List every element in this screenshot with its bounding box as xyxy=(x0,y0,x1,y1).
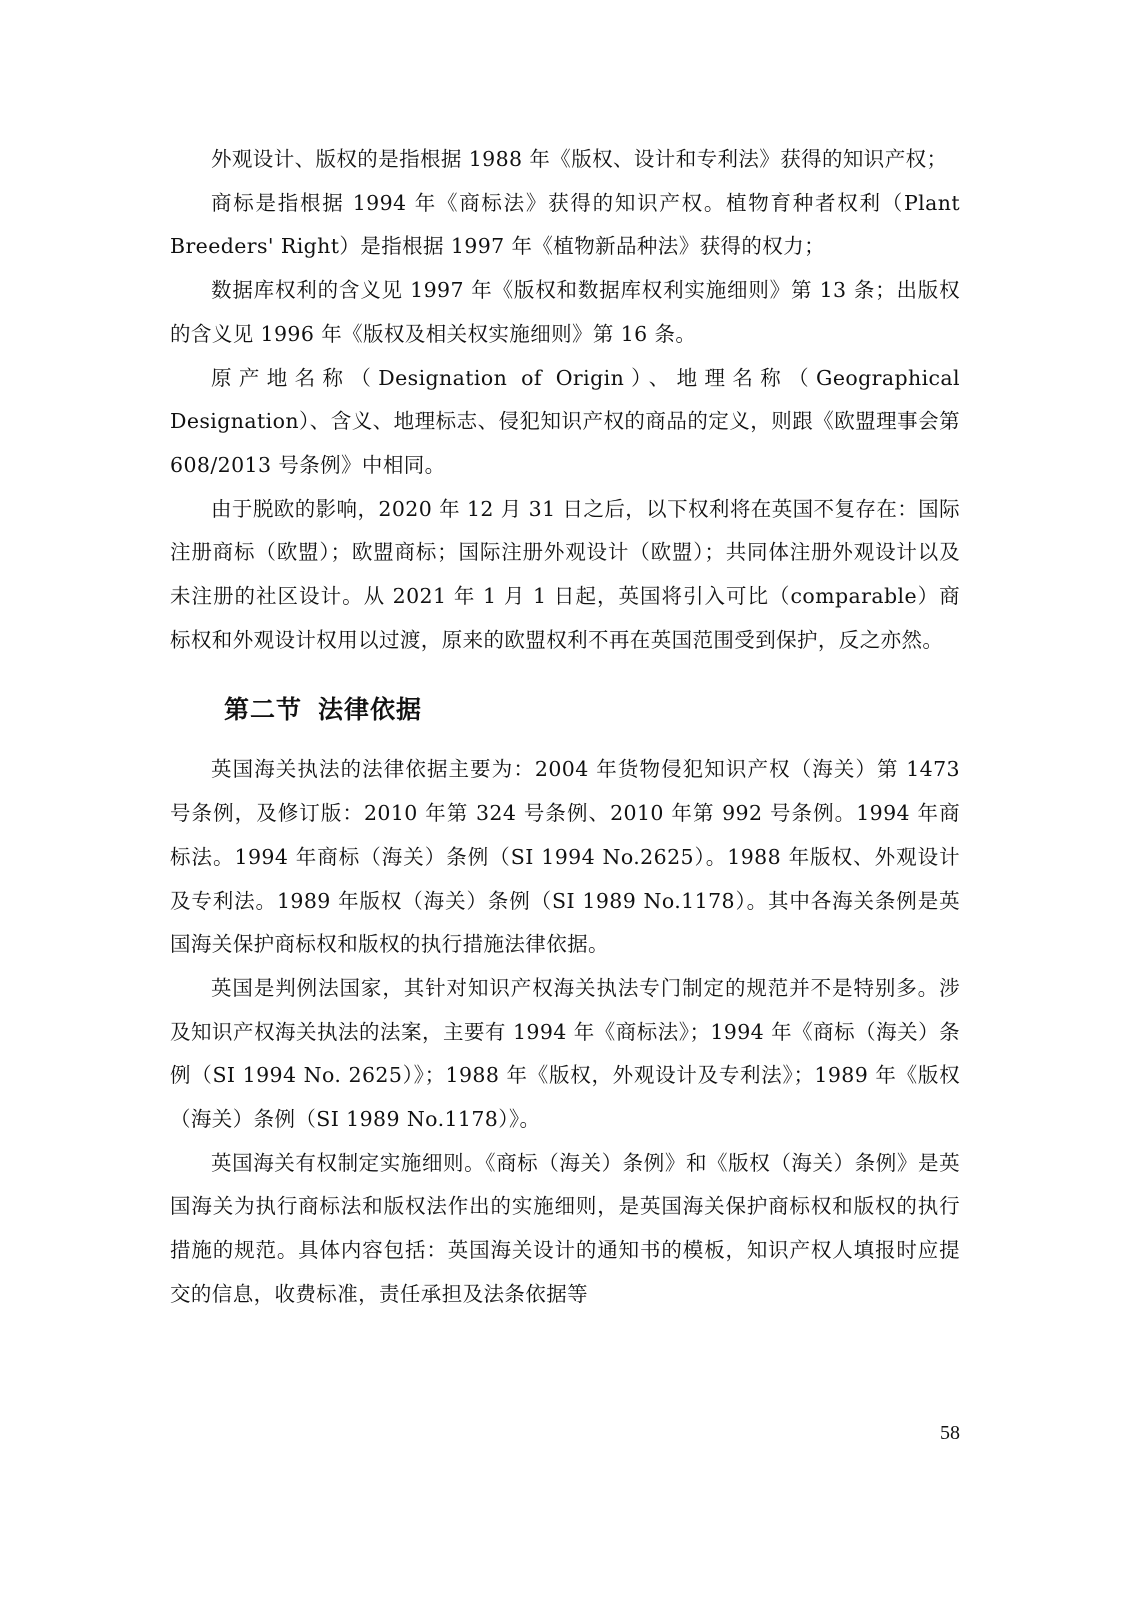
paragraph-design-copyright-definition: 外观设计、版权的是指根据 1988 年《版权、设计和专利法》获得的知识产权； xyxy=(211,147,948,171)
paragraph-implementation-rules: 英国海关有权制定实施细则。《商标（海关）条例》和《版权（海关）条例》是英国海关为执行商标法和版权法作出的实施细则，是英国海关保护商标权和版权的执行措施的规范。具体内容包括：英国海关设计的通知书的模板，知识产权人填报时应提交的信息，收费标准，责任承担及法条依据等 xyxy=(170,1150,960,1306)
paragraph-case-law: 英国是判例法国家，其针对知识产权海关执法专门制定的规范并不是特别多。涉及知识产权海关执法的法案，主要有 1994 年《商标法》；1994 年《商标（海关）条例（SI 1994 No. 2625）》；1988 年《版权，外观设计及专利法》；1989 年《版权（海关）条例（SI 1989 No.1178）》。 xyxy=(170,975,960,1132)
paragraph-trademark-plant-breeders-definition: 商标是指根据 1994 年《商标法》获得的知识产权。植物育种者权利（Plant Breeders' Right）是指根据 1997 年《植物新品种法》获得的权力； xyxy=(170,190,960,259)
paragraph-brexit-impact: 由于脱欧的影响，2020 年 12 月 31 日之后，以下权利将在英国不复存在：国际注册商标（欧盟）；欧盟商标；国际注册外观设计（欧盟）；共同体注册外观设计以及未注册的社区设计。从 2021 年 1 月 1 日起，英国将引入可比（comparable）商标权和外观设计权用以过渡，原来的欧盟权利不再在英国范围受到保护，反之亦然。 xyxy=(170,496,960,652)
paragraph-database-right-definition: 数据库权利的含义见 1997 年《版权和数据库权利实施细则》第 13 条；出版权的含义见 1996 年《版权及相关权实施细则》第 16 条。 xyxy=(170,278,960,346)
paragraph-origin-designation-definition: 原产地名称（Designation of Origin）、地理名称（Geographical Designation）、含义、地理标志、侵犯知识产权的商品的定义，则跟《欧盟理事会第 608/2013 号条例》中相同。 xyxy=(170,365,960,477)
page-body xyxy=(170,138,960,1317)
paragraph-legal-basis: 英国海关执法的法律依据主要为：2004 年货物侵犯知识产权（海关）第 1473 号条例，及修订版：2010 年第 324 号条例、2010 年第 992 号条例。1994 年商标法。1994 年商标（海关）条例（SI 1994 No.2625）。1988 年版权、外观设计及专利法。1989 年版权（海关）条例（SI 1989 No.1178）。其中各海关条例是英国海关保护商标权和版权的执行措施法律依据。 xyxy=(170,757,960,957)
page-number: 58 xyxy=(940,1422,960,1444)
section-number: 第二节 xyxy=(224,695,303,725)
section-title: 法律依据 xyxy=(318,695,423,725)
section-heading xyxy=(224,688,960,731)
